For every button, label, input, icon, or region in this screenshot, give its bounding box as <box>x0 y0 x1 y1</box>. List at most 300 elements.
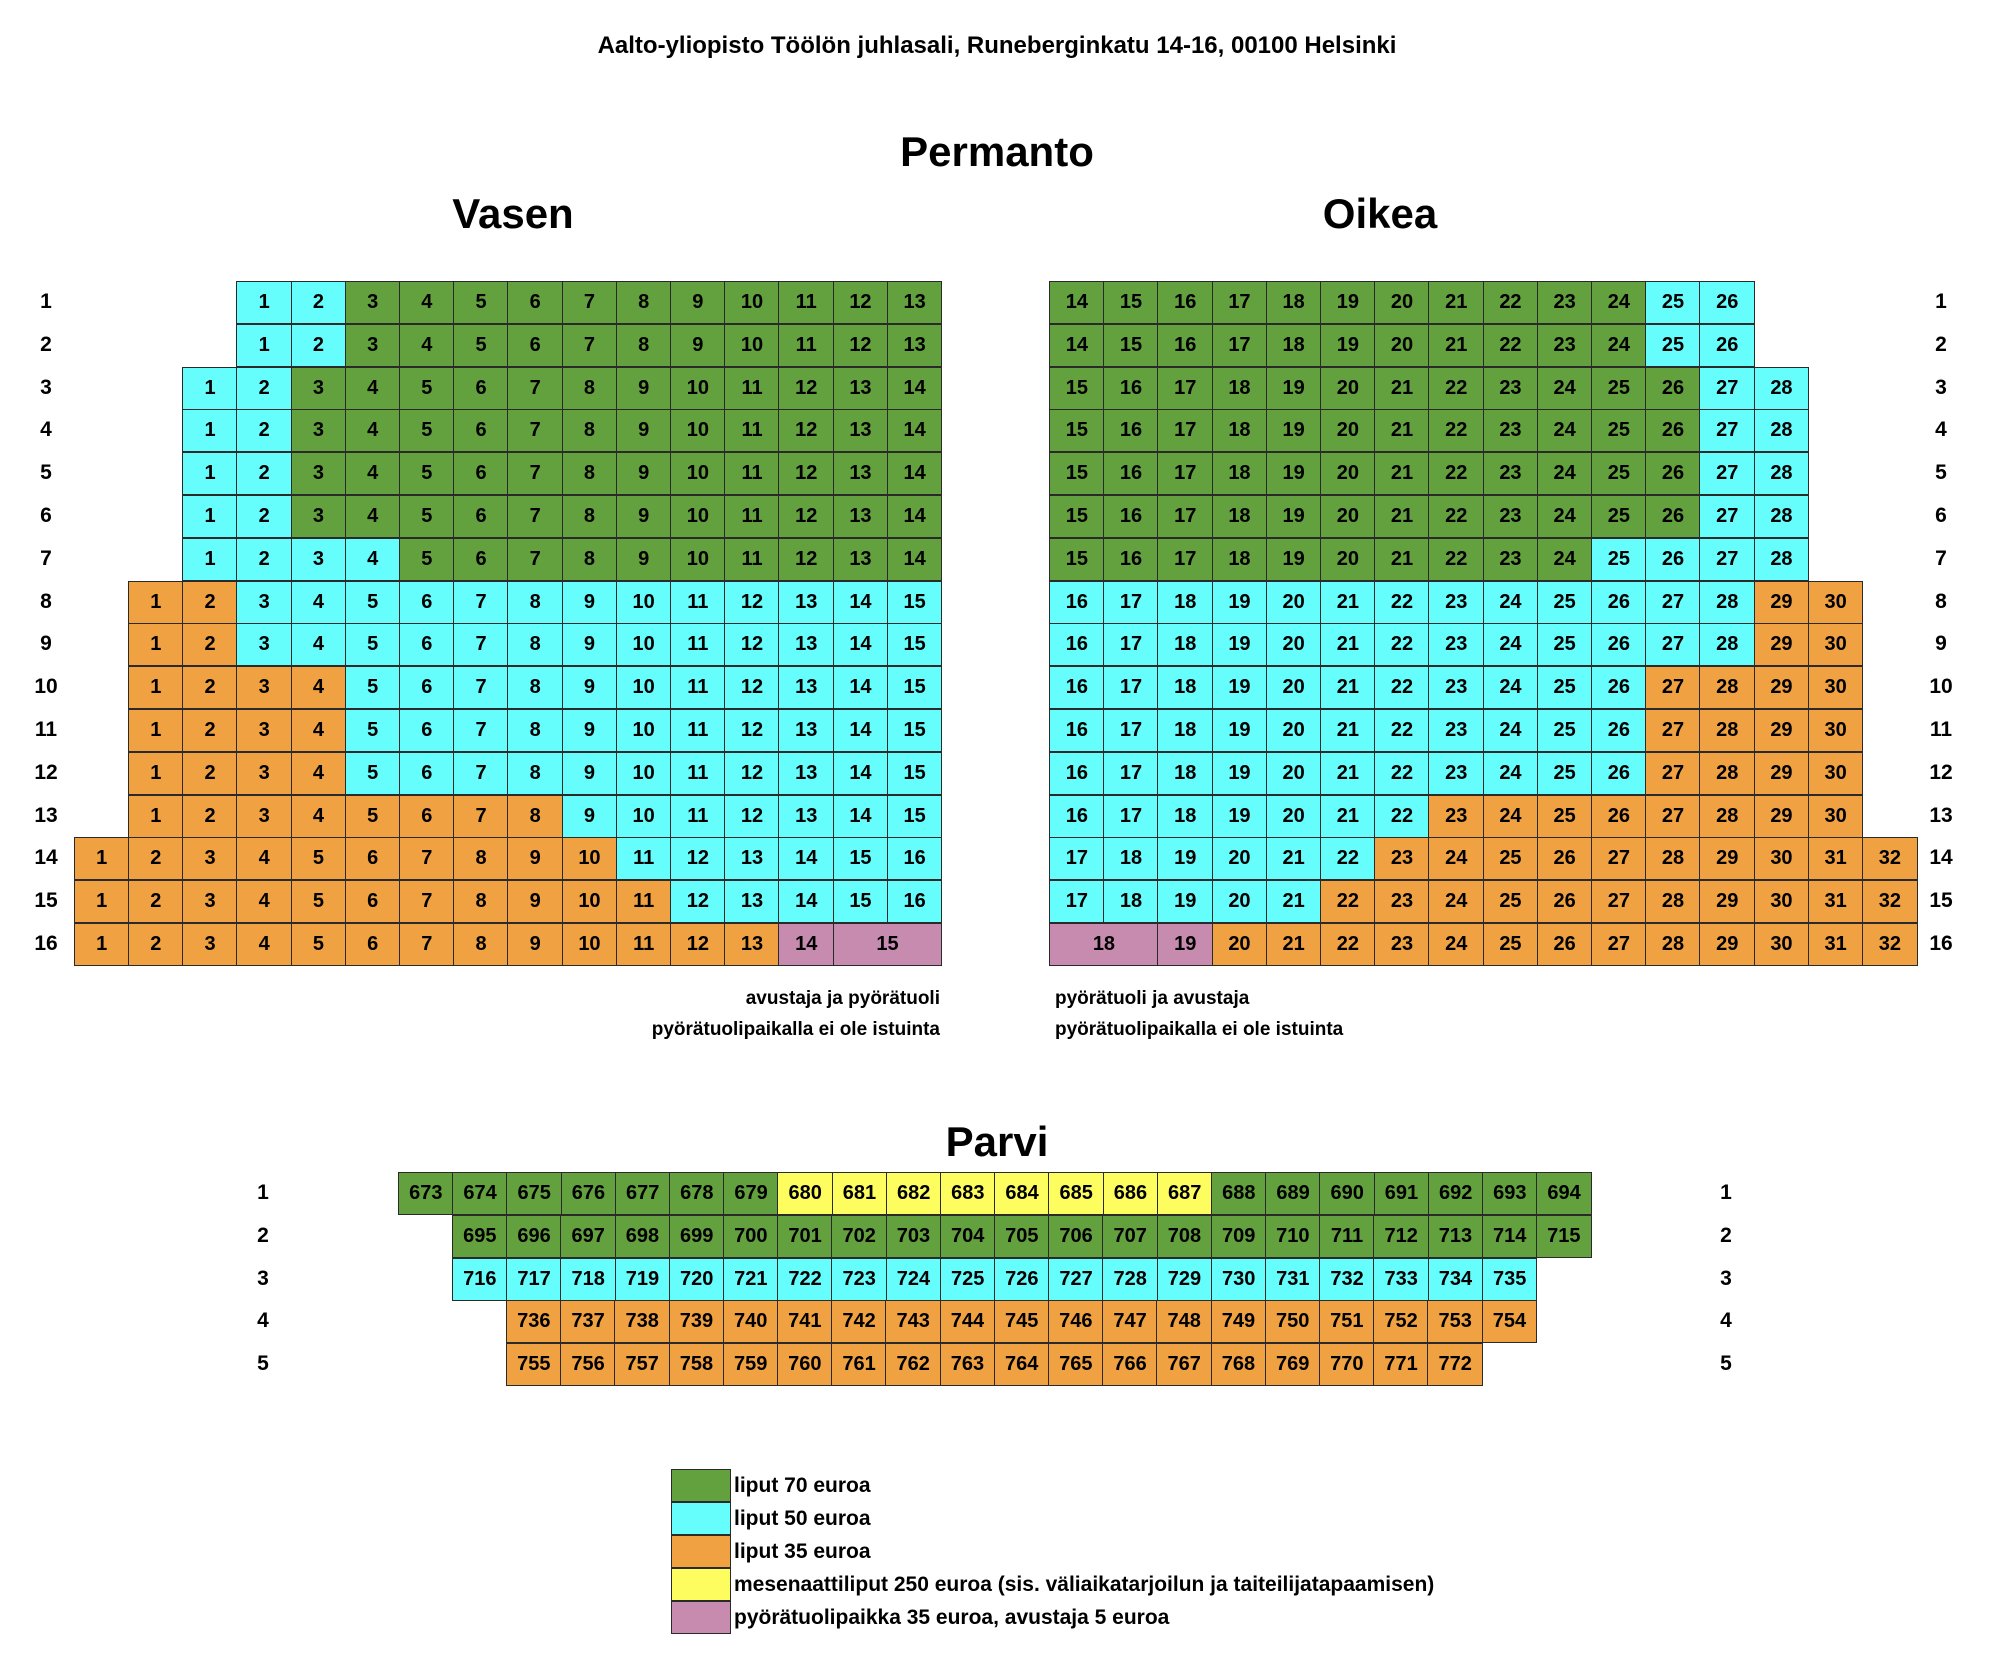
seat[interactable]: 18 <box>1157 666 1213 709</box>
seat[interactable]: 25 <box>1537 709 1593 752</box>
seat[interactable]: 2 <box>182 709 238 752</box>
seat[interactable]: 23 <box>1374 837 1430 880</box>
seat[interactable]: 20 <box>1320 452 1376 495</box>
seat[interactable]: 22 <box>1428 409 1484 452</box>
seat[interactable]: 25 <box>1645 324 1701 367</box>
seat[interactable]: 28 <box>1699 795 1755 838</box>
seat[interactable]: 26 <box>1591 752 1647 795</box>
seat[interactable]: 15 <box>887 581 943 624</box>
seat[interactable]: 30 <box>1754 880 1810 923</box>
seat[interactable]: 25 <box>1591 452 1647 495</box>
seat[interactable]: 17 <box>1103 623 1159 666</box>
parvi-seat[interactable]: 731 <box>1265 1258 1321 1301</box>
parvi-seat[interactable]: 752 <box>1373 1300 1429 1343</box>
parvi-seat[interactable]: 732 <box>1319 1258 1375 1301</box>
seat[interactable]: 12 <box>724 581 780 624</box>
parvi-seat[interactable]: 748 <box>1156 1300 1212 1343</box>
seat[interactable]: 24 <box>1537 367 1593 410</box>
parvi-seat[interactable]: 722 <box>777 1258 833 1301</box>
seat[interactable]: 28 <box>1645 880 1701 923</box>
parvi-seat[interactable]: 674 <box>452 1172 508 1215</box>
seat[interactable]: 18 <box>1157 709 1213 752</box>
seat[interactable]: 27 <box>1645 666 1701 709</box>
seat[interactable]: 3 <box>236 752 292 795</box>
parvi-seat[interactable]: 746 <box>1048 1300 1104 1343</box>
seat[interactable]: 8 <box>453 880 509 923</box>
parvi-seat[interactable]: 704 <box>940 1215 996 1258</box>
seat[interactable]: 23 <box>1537 281 1593 324</box>
parvi-seat[interactable]: 709 <box>1211 1215 1267 1258</box>
parvi-seat[interactable]: 765 <box>1048 1343 1104 1386</box>
seat[interactable]: 15 <box>833 923 943 966</box>
seat[interactable]: 24 <box>1428 880 1484 923</box>
seat[interactable]: 11 <box>778 281 834 324</box>
seat[interactable]: 5 <box>345 752 401 795</box>
seat[interactable]: 16 <box>1049 795 1105 838</box>
seat[interactable]: 6 <box>507 324 563 367</box>
parvi-seat[interactable]: 767 <box>1156 1343 1212 1386</box>
seat[interactable]: 19 <box>1212 795 1268 838</box>
seat[interactable]: 10 <box>670 452 726 495</box>
seat[interactable]: 24 <box>1428 923 1484 966</box>
seat[interactable]: 15 <box>887 795 943 838</box>
seat[interactable]: 14 <box>778 837 834 880</box>
parvi-seat[interactable]: 720 <box>669 1258 725 1301</box>
seat[interactable]: 5 <box>291 880 347 923</box>
seat[interactable]: 28 <box>1645 923 1701 966</box>
seat[interactable]: 5 <box>453 281 509 324</box>
seat[interactable]: 11 <box>724 495 780 538</box>
seat[interactable]: 16 <box>887 880 943 923</box>
seat[interactable]: 20 <box>1266 581 1322 624</box>
seat[interactable]: 3 <box>236 581 292 624</box>
seat[interactable]: 7 <box>562 281 618 324</box>
seat[interactable]: 4 <box>345 452 401 495</box>
seat[interactable]: 17 <box>1049 880 1105 923</box>
parvi-seat[interactable]: 761 <box>831 1343 887 1386</box>
seat[interactable]: 20 <box>1320 495 1376 538</box>
seat[interactable]: 26 <box>1537 880 1593 923</box>
parvi-seat[interactable]: 728 <box>1102 1258 1158 1301</box>
seat[interactable]: 22 <box>1374 709 1430 752</box>
seat[interactable]: 20 <box>1320 538 1376 581</box>
seat[interactable]: 3 <box>182 837 238 880</box>
seat[interactable]: 10 <box>616 709 672 752</box>
parvi-seat[interactable]: 682 <box>886 1172 942 1215</box>
seat[interactable]: 1 <box>128 752 184 795</box>
seat[interactable]: 9 <box>616 367 672 410</box>
seat[interactable]: 19 <box>1212 581 1268 624</box>
seat[interactable]: 18 <box>1266 281 1322 324</box>
seat[interactable]: 22 <box>1428 367 1484 410</box>
seat[interactable]: 11 <box>724 409 780 452</box>
seat[interactable]: 14 <box>1049 324 1105 367</box>
seat[interactable]: 9 <box>562 581 618 624</box>
seat[interactable]: 21 <box>1428 281 1484 324</box>
seat[interactable]: 20 <box>1320 409 1376 452</box>
parvi-seat[interactable]: 755 <box>506 1343 562 1386</box>
seat[interactable]: 18 <box>1212 452 1268 495</box>
seat[interactable]: 17 <box>1157 409 1213 452</box>
seat[interactable]: 4 <box>236 880 292 923</box>
seat[interactable]: 13 <box>778 623 834 666</box>
seat[interactable]: 5 <box>291 923 347 966</box>
seat[interactable]: 25 <box>1591 538 1647 581</box>
parvi-seat[interactable]: 707 <box>1102 1215 1158 1258</box>
parvi-seat[interactable]: 679 <box>723 1172 779 1215</box>
seat[interactable]: 19 <box>1212 623 1268 666</box>
seat[interactable]: 16 <box>1049 666 1105 709</box>
seat[interactable]: 5 <box>399 452 455 495</box>
seat[interactable]: 11 <box>670 623 726 666</box>
parvi-seat[interactable]: 736 <box>506 1300 562 1343</box>
parvi-seat[interactable]: 744 <box>940 1300 996 1343</box>
parvi-seat[interactable]: 730 <box>1211 1258 1267 1301</box>
parvi-seat[interactable]: 751 <box>1319 1300 1375 1343</box>
seat[interactable]: 12 <box>670 837 726 880</box>
seat[interactable]: 8 <box>507 709 563 752</box>
seat[interactable]: 18 <box>1103 837 1159 880</box>
seat[interactable]: 5 <box>399 538 455 581</box>
seat[interactable]: 27 <box>1645 709 1701 752</box>
seat[interactable]: 21 <box>1374 538 1430 581</box>
seat[interactable]: 23 <box>1483 409 1539 452</box>
seat[interactable]: 21 <box>1374 495 1430 538</box>
seat[interactable]: 11 <box>670 795 726 838</box>
parvi-seat[interactable]: 772 <box>1427 1343 1483 1386</box>
seat[interactable]: 12 <box>833 281 889 324</box>
parvi-seat[interactable]: 677 <box>615 1172 671 1215</box>
seat[interactable]: 15 <box>887 623 943 666</box>
seat[interactable]: 6 <box>453 409 509 452</box>
seat[interactable]: 15 <box>833 837 889 880</box>
seat[interactable]: 2 <box>128 923 184 966</box>
seat[interactable]: 20 <box>1266 623 1322 666</box>
seat[interactable]: 20 <box>1374 324 1430 367</box>
seat[interactable]: 22 <box>1374 623 1430 666</box>
seat[interactable]: 12 <box>724 752 780 795</box>
seat[interactable]: 14 <box>833 666 889 709</box>
seat[interactable]: 8 <box>507 623 563 666</box>
seat[interactable]: 16 <box>1049 709 1105 752</box>
seat[interactable]: 5 <box>345 581 401 624</box>
seat[interactable]: 27 <box>1699 367 1755 410</box>
seat[interactable]: 3 <box>236 623 292 666</box>
seat[interactable]: 21 <box>1374 452 1430 495</box>
parvi-seat[interactable]: 710 <box>1265 1215 1321 1258</box>
seat[interactable]: 12 <box>724 795 780 838</box>
seat[interactable]: 28 <box>1754 452 1810 495</box>
seat[interactable]: 10 <box>562 837 618 880</box>
seat[interactable]: 14 <box>887 538 943 581</box>
seat[interactable]: 12 <box>724 623 780 666</box>
seat[interactable]: 28 <box>1699 666 1755 709</box>
seat[interactable]: 4 <box>291 752 347 795</box>
seat[interactable]: 19 <box>1157 837 1213 880</box>
seat[interactable]: 26 <box>1591 581 1647 624</box>
seat[interactable]: 25 <box>1537 666 1593 709</box>
seat[interactable]: 1 <box>182 409 238 452</box>
seat[interactable]: 29 <box>1754 795 1810 838</box>
seat[interactable]: 2 <box>291 281 347 324</box>
seat[interactable]: 16 <box>1049 752 1105 795</box>
parvi-seat[interactable]: 747 <box>1102 1300 1158 1343</box>
parvi-seat[interactable]: 714 <box>1482 1215 1538 1258</box>
seat[interactable]: 4 <box>236 923 292 966</box>
parvi-seat[interactable]: 692 <box>1428 1172 1484 1215</box>
parvi-seat[interactable]: 696 <box>506 1215 562 1258</box>
parvi-seat[interactable]: 768 <box>1211 1343 1267 1386</box>
parvi-seat[interactable]: 740 <box>723 1300 779 1343</box>
seat[interactable]: 1 <box>128 795 184 838</box>
seat[interactable]: 11 <box>616 880 672 923</box>
seat[interactable]: 29 <box>1699 880 1755 923</box>
seat[interactable]: 4 <box>399 324 455 367</box>
seat[interactable]: 19 <box>1157 923 1213 966</box>
seat[interactable]: 26 <box>1591 795 1647 838</box>
seat[interactable]: 29 <box>1754 623 1810 666</box>
seat[interactable]: 12 <box>833 324 889 367</box>
seat[interactable]: 27 <box>1591 837 1647 880</box>
seat[interactable]: 19 <box>1212 752 1268 795</box>
seat[interactable]: 9 <box>616 538 672 581</box>
seat[interactable]: 27 <box>1645 623 1701 666</box>
seat[interactable]: 5 <box>345 795 401 838</box>
seat[interactable]: 3 <box>182 923 238 966</box>
seat[interactable]: 6 <box>345 880 401 923</box>
seat[interactable]: 13 <box>887 281 943 324</box>
parvi-seat[interactable]: 715 <box>1536 1215 1592 1258</box>
seat[interactable]: 25 <box>1537 752 1593 795</box>
parvi-seat[interactable]: 757 <box>614 1343 670 1386</box>
seat[interactable]: 9 <box>562 709 618 752</box>
seat[interactable]: 24 <box>1483 709 1539 752</box>
seat[interactable]: 26 <box>1699 324 1755 367</box>
seat[interactable]: 11 <box>778 324 834 367</box>
seat[interactable]: 9 <box>507 880 563 923</box>
seat[interactable]: 6 <box>399 795 455 838</box>
seat[interactable]: 13 <box>833 452 889 495</box>
seat[interactable]: 24 <box>1483 795 1539 838</box>
seat[interactable]: 28 <box>1754 538 1810 581</box>
seat[interactable]: 21 <box>1428 324 1484 367</box>
parvi-seat[interactable]: 733 <box>1373 1258 1429 1301</box>
seat[interactable]: 3 <box>291 495 347 538</box>
seat[interactable]: 16 <box>1103 495 1159 538</box>
seat[interactable]: 14 <box>833 623 889 666</box>
seat[interactable]: 12 <box>778 367 834 410</box>
seat[interactable]: 8 <box>562 409 618 452</box>
seat[interactable]: 7 <box>453 623 509 666</box>
seat[interactable]: 3 <box>291 409 347 452</box>
seat[interactable]: 3 <box>182 880 238 923</box>
parvi-seat[interactable]: 699 <box>669 1215 725 1258</box>
parvi-seat[interactable]: 723 <box>831 1258 887 1301</box>
seat[interactable]: 30 <box>1808 752 1864 795</box>
seat[interactable]: 5 <box>345 623 401 666</box>
seat[interactable]: 17 <box>1103 581 1159 624</box>
seat[interactable]: 26 <box>1645 538 1701 581</box>
seat[interactable]: 10 <box>562 923 618 966</box>
seat[interactable]: 22 <box>1483 281 1539 324</box>
seat[interactable]: 2 <box>236 409 292 452</box>
parvi-seat[interactable]: 727 <box>1048 1258 1104 1301</box>
seat[interactable]: 19 <box>1266 409 1322 452</box>
seat[interactable]: 7 <box>399 880 455 923</box>
seat[interactable]: 1 <box>128 623 184 666</box>
seat[interactable]: 8 <box>507 752 563 795</box>
seat[interactable]: 22 <box>1320 880 1376 923</box>
seat[interactable]: 3 <box>236 666 292 709</box>
parvi-seat[interactable]: 683 <box>940 1172 996 1215</box>
seat[interactable]: 25 <box>1537 795 1593 838</box>
seat[interactable]: 1 <box>236 281 292 324</box>
seat[interactable]: 5 <box>399 495 455 538</box>
seat[interactable]: 30 <box>1808 581 1864 624</box>
seat[interactable]: 3 <box>236 795 292 838</box>
seat[interactable]: 13 <box>724 837 780 880</box>
seat[interactable]: 28 <box>1699 752 1755 795</box>
seat[interactable]: 11 <box>670 752 726 795</box>
seat[interactable]: 15 <box>1049 538 1105 581</box>
seat[interactable]: 9 <box>562 666 618 709</box>
parvi-seat[interactable]: 678 <box>669 1172 725 1215</box>
seat[interactable]: 6 <box>453 538 509 581</box>
seat[interactable]: 3 <box>345 324 401 367</box>
seat[interactable]: 7 <box>453 666 509 709</box>
seat[interactable]: 4 <box>291 581 347 624</box>
seat[interactable]: 28 <box>1699 709 1755 752</box>
seat[interactable]: 27 <box>1645 795 1701 838</box>
seat[interactable]: 16 <box>1103 538 1159 581</box>
parvi-seat[interactable]: 743 <box>885 1300 941 1343</box>
seat[interactable]: 15 <box>1049 452 1105 495</box>
seat[interactable]: 12 <box>670 880 726 923</box>
seat[interactable]: 15 <box>1049 495 1105 538</box>
seat[interactable]: 7 <box>399 837 455 880</box>
parvi-seat[interactable]: 766 <box>1102 1343 1158 1386</box>
seat[interactable]: 8 <box>616 281 672 324</box>
seat[interactable]: 7 <box>453 752 509 795</box>
seat[interactable]: 25 <box>1537 623 1593 666</box>
seat[interactable]: 17 <box>1103 666 1159 709</box>
seat[interactable]: 2 <box>128 837 184 880</box>
seat[interactable]: 20 <box>1266 752 1322 795</box>
seat[interactable]: 20 <box>1212 923 1268 966</box>
parvi-seat[interactable]: 693 <box>1482 1172 1538 1215</box>
seat[interactable]: 21 <box>1320 752 1376 795</box>
seat[interactable]: 22 <box>1374 795 1430 838</box>
seat[interactable]: 7 <box>507 452 563 495</box>
seat[interactable]: 13 <box>778 752 834 795</box>
seat[interactable]: 1 <box>74 837 130 880</box>
seat[interactable]: 24 <box>1537 538 1593 581</box>
seat[interactable]: 24 <box>1537 495 1593 538</box>
seat[interactable]: 8 <box>562 495 618 538</box>
parvi-seat[interactable]: 713 <box>1428 1215 1484 1258</box>
seat[interactable]: 27 <box>1645 752 1701 795</box>
seat[interactable]: 1 <box>182 452 238 495</box>
seat[interactable]: 23 <box>1483 367 1539 410</box>
parvi-seat[interactable]: 698 <box>615 1215 671 1258</box>
seat[interactable]: 22 <box>1428 452 1484 495</box>
seat[interactable]: 27 <box>1699 452 1755 495</box>
seat[interactable]: 17 <box>1103 752 1159 795</box>
seat[interactable]: 17 <box>1212 324 1268 367</box>
parvi-seat[interactable]: 738 <box>614 1300 670 1343</box>
seat[interactable]: 9 <box>507 923 563 966</box>
seat[interactable]: 24 <box>1483 581 1539 624</box>
seat[interactable]: 10 <box>616 666 672 709</box>
seat[interactable]: 22 <box>1483 324 1539 367</box>
seat[interactable]: 14 <box>887 495 943 538</box>
seat[interactable]: 18 <box>1157 623 1213 666</box>
seat[interactable]: 3 <box>291 367 347 410</box>
seat[interactable]: 21 <box>1320 581 1376 624</box>
seat[interactable]: 21 <box>1320 623 1376 666</box>
seat[interactable]: 22 <box>1374 581 1430 624</box>
seat[interactable]: 24 <box>1591 281 1647 324</box>
seat[interactable]: 16 <box>1049 581 1105 624</box>
seat[interactable]: 12 <box>724 709 780 752</box>
parvi-seat[interactable]: 700 <box>723 1215 779 1258</box>
parvi-seat[interactable]: 684 <box>994 1172 1050 1215</box>
seat[interactable]: 13 <box>724 923 780 966</box>
seat[interactable]: 21 <box>1266 837 1322 880</box>
seat[interactable]: 24 <box>1483 666 1539 709</box>
seat[interactable]: 13 <box>724 880 780 923</box>
seat[interactable]: 14 <box>833 752 889 795</box>
seat[interactable]: 9 <box>562 623 618 666</box>
seat[interactable]: 14 <box>887 452 943 495</box>
seat[interactable]: 3 <box>345 281 401 324</box>
seat[interactable]: 14 <box>1049 281 1105 324</box>
seat[interactable]: 23 <box>1428 666 1484 709</box>
seat[interactable]: 11 <box>670 709 726 752</box>
seat[interactable]: 6 <box>453 367 509 410</box>
parvi-seat[interactable]: 703 <box>886 1215 942 1258</box>
seat[interactable]: 19 <box>1266 538 1322 581</box>
seat[interactable]: 21 <box>1320 666 1376 709</box>
parvi-seat[interactable]: 770 <box>1319 1343 1375 1386</box>
seat[interactable]: 22 <box>1374 752 1430 795</box>
seat[interactable]: 29 <box>1754 752 1810 795</box>
seat[interactable]: 10 <box>670 409 726 452</box>
seat[interactable]: 20 <box>1266 709 1322 752</box>
parvi-seat[interactable]: 735 <box>1482 1258 1538 1301</box>
seat[interactable]: 14 <box>833 795 889 838</box>
seat[interactable]: 18 <box>1103 880 1159 923</box>
parvi-seat[interactable]: 685 <box>1048 1172 1104 1215</box>
seat[interactable]: 16 <box>1103 409 1159 452</box>
seat[interactable]: 10 <box>616 752 672 795</box>
seat[interactable]: 8 <box>507 795 563 838</box>
seat[interactable]: 3 <box>291 452 347 495</box>
seat[interactable]: 2 <box>182 752 238 795</box>
parvi-seat[interactable]: 742 <box>831 1300 887 1343</box>
seat[interactable]: 12 <box>778 409 834 452</box>
seat[interactable]: 19 <box>1212 709 1268 752</box>
seat[interactable]: 23 <box>1428 581 1484 624</box>
seat[interactable]: 9 <box>562 795 618 838</box>
seat[interactable]: 2 <box>236 538 292 581</box>
seat[interactable]: 22 <box>1374 666 1430 709</box>
parvi-seat[interactable]: 716 <box>452 1258 508 1301</box>
seat[interactable]: 9 <box>507 837 563 880</box>
seat[interactable]: 19 <box>1320 324 1376 367</box>
seat[interactable]: 24 <box>1428 837 1484 880</box>
parvi-seat[interactable]: 687 <box>1157 1172 1213 1215</box>
